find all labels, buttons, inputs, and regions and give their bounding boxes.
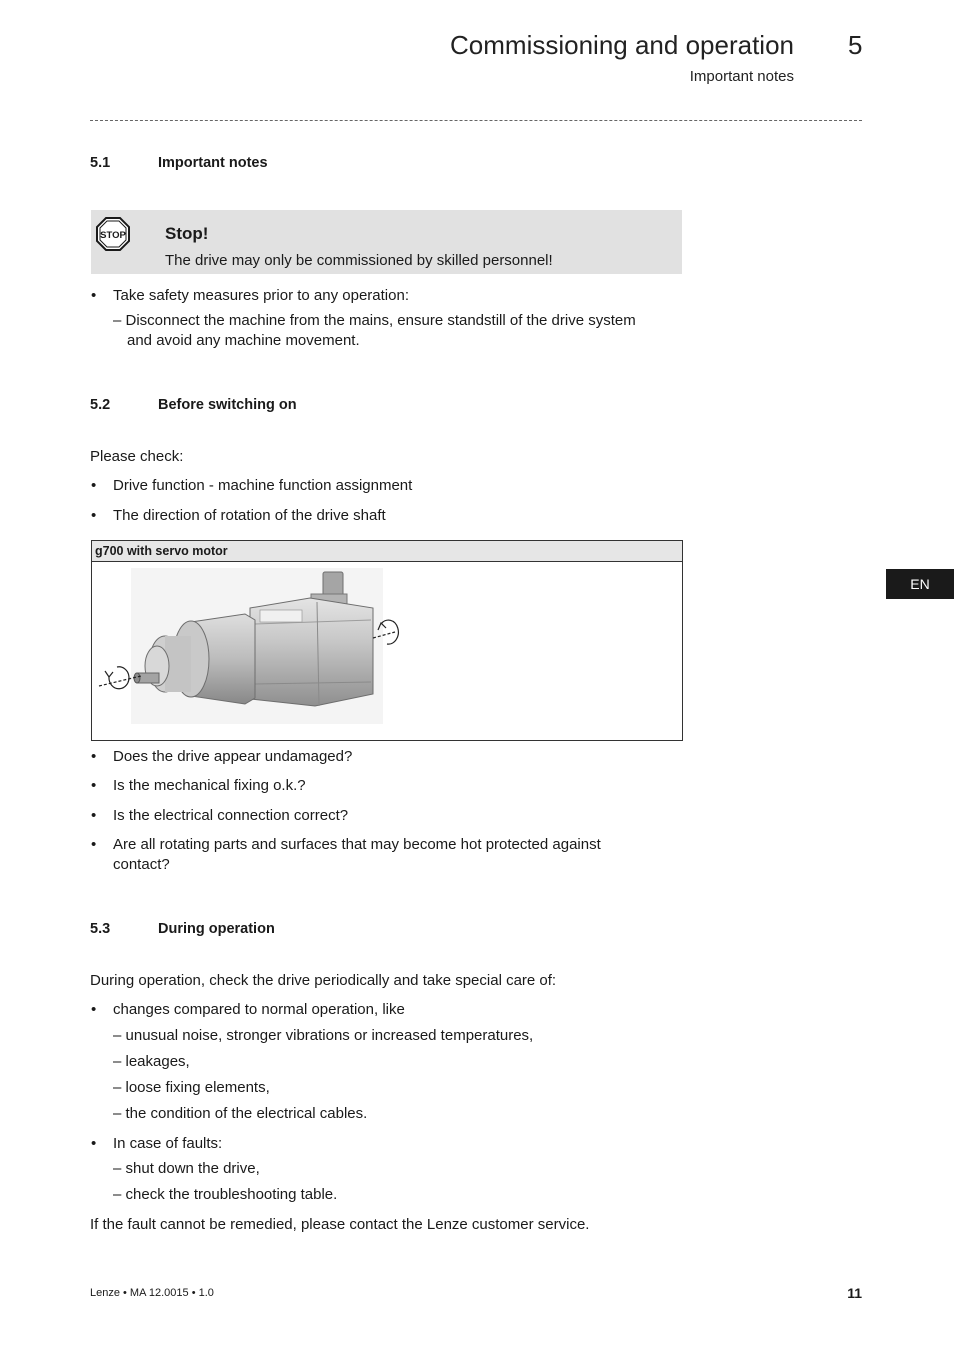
bullet-symbol: • [91,507,97,524]
motor-body [250,598,373,706]
bullet-symbol: • [91,836,97,853]
sub-list-item: – the condition of the electrical cables. [113,1105,368,1122]
bullet-symbol: • [91,807,97,824]
servo-motor-illustration [95,564,415,734]
list-item: Drive function - machine function assignment [113,477,413,494]
list-item: Take safety measures prior to any operation: [113,287,409,304]
nameplate [260,610,302,622]
intro-text: Please check: [90,448,184,465]
sub-list-item: – Disconnect the machine from the mains, ensure standstill of the drive system [113,312,636,329]
bullet-symbol: • [91,1135,97,1152]
section-number: 5.1 [90,155,111,171]
language-tab[interactable]: EN [886,569,954,599]
page-number: 11 [847,1285,862,1301]
section-title: During operation [158,921,275,937]
bullet-symbol: • [91,287,97,304]
stop-title: Stop! [165,224,209,243]
list-item: The direction of rotation of the drive shaft [113,507,386,524]
stop-icon-text: STOP [100,230,126,241]
list-item-continuation: contact? [113,856,170,873]
sub-list-item: – shut down the drive, [113,1160,260,1177]
footer-document-reference: Lenze • MA 12.0015 • 1.0 [90,1287,214,1299]
bullet-symbol: • [91,777,97,794]
sub-list-item: – loose fixing elements, [113,1079,270,1096]
bullet-symbol: • [91,1001,97,1018]
stop-text: The drive may only be commissioned by skilled personnel! [165,252,553,269]
section-number: 5.2 [90,397,111,413]
section-title: Important notes [158,155,268,171]
list-item: In case of faults: [113,1135,223,1152]
bullet-symbol: • [91,477,97,494]
bullet-symbol: • [91,748,97,765]
chapter-subtitle: Important notes [689,68,794,85]
sub-list-item-continuation: and avoid any machine movement. [127,332,360,349]
list-item: Does the drive appear undamaged? [113,748,353,765]
chapter-title: Commissioning and operation [450,30,794,60]
closing-text: If the fault cannot be remedied, please contact the Lenze customer service. [90,1216,590,1233]
sub-list-item: – check the troubleshooting table. [113,1186,338,1203]
chapter-number: 5 [848,30,863,60]
list-item: Is the mechanical fixing o.k.? [113,777,306,794]
figure-caption: g700 with servo motor [95,544,228,558]
section-number: 5.3 [90,921,111,937]
header-divider [90,120,862,121]
stop-sign-icon [96,217,130,251]
list-item: Is the electrical connection correct? [113,807,349,824]
section-title: Before switching on [158,397,297,413]
sub-list-item: – leakages, [113,1053,190,1070]
intro-text: During operation, check the drive periodically and take special care of: [90,972,557,989]
sub-list-item: – unusual noise, stronger vibrations or increased temperatures, [113,1027,534,1044]
list-item: changes compared to normal operation, like [113,1001,405,1018]
list-item: Are all rotating parts and surfaces that may become hot protected against [113,836,601,853]
